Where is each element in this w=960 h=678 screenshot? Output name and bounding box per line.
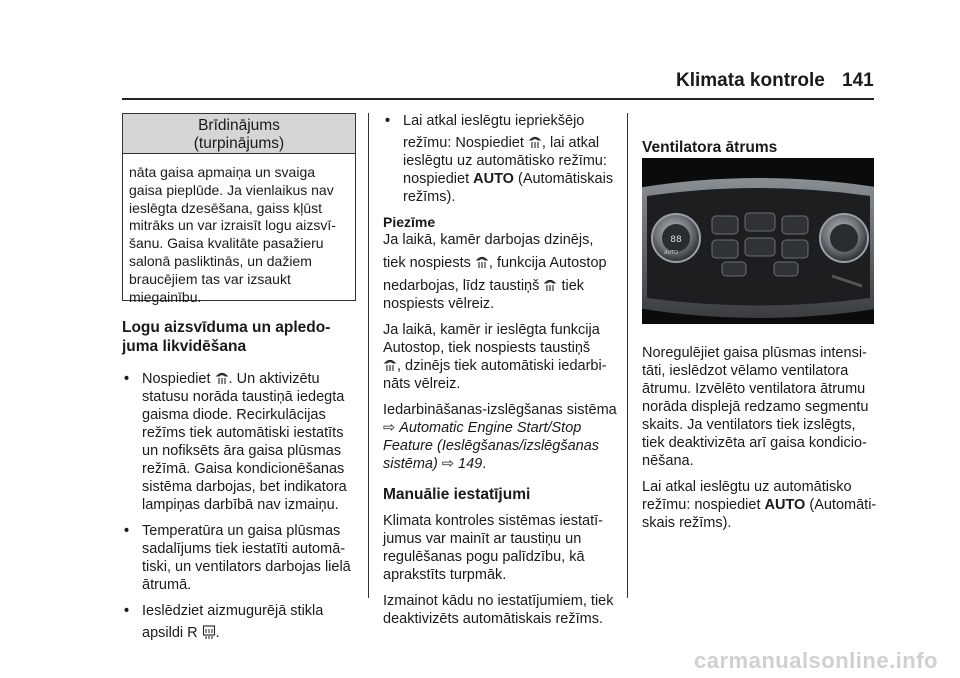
warning-body: [123, 154, 355, 306]
text-line: nospiests vēlreiz.: [383, 296, 495, 312]
warning-line: ieslēgta dzesēšana, gaiss kļūst: [129, 199, 322, 216]
section-heading-manual: Manuālie iestatījumi: [383, 486, 531, 503]
photo-auto-label: AUTO: [664, 250, 679, 256]
cross-reference-link[interactable]: Feature (Ieslēgšanas/izslēgšanas: [383, 438, 600, 454]
column-1: [122, 318, 358, 650]
text: Nospiediet: [142, 371, 211, 387]
defrost-bullet-2: [122, 522, 358, 594]
text-line: režīmā. Gaisa kondicionēšanas: [142, 461, 345, 477]
text-line: tāti, ieslēdzot vēlamo ventilatora: [642, 363, 849, 379]
header-rule: [122, 98, 874, 100]
cross-reference-link[interactable]: Automatic Engine Start/Stop: [399, 420, 582, 436]
auto-label: AUTO: [764, 497, 806, 513]
text-line: lampiņas darbībā nav izmaiņu.: [142, 497, 339, 513]
defrost-icon: [215, 370, 229, 386]
climate-control-photo: [642, 158, 874, 324]
bullet-mark: •: [385, 113, 391, 129]
rear-window-defrost-icon: [202, 624, 216, 640]
warning-line: braucējiem tas var izsaukt: [129, 270, 291, 287]
warning-box: [122, 113, 356, 305]
auto-label: AUTO: [473, 171, 514, 187]
section-heading-defrost: [122, 318, 358, 356]
text: .: [482, 456, 487, 472]
text: tiek: [561, 278, 585, 294]
warning-line: gaisa pieplūde. Ja vienlaikus nav: [129, 181, 334, 198]
text-line: režīms tiek automātiski iestatīts: [142, 425, 344, 441]
text-line: gaisma diode. Recirkulācijas: [142, 407, 326, 423]
text-line: Ja laikā, kamēr darbojas dzinējs,: [383, 232, 594, 248]
defrost-icon: [543, 277, 557, 293]
text: (Automātiskais: [513, 171, 614, 187]
footer-watermark: carmanualsonline.info: [694, 648, 938, 673]
text-line: jumus var mainīt ar taustiņu un: [383, 531, 582, 547]
text: , funkcija Autostop: [488, 255, 607, 271]
text-line: režīms).: [403, 189, 456, 205]
warning-line: šanu. Gaisa kvalitāte pasažieru: [129, 235, 324, 252]
text-line: Lai atkal ieslēgtu iepriekšējo: [403, 113, 585, 129]
text-line: Ieslēdziet aizmugurējā stikla: [142, 603, 324, 619]
restore-bullet: [383, 112, 619, 206]
defrost-icon: [475, 254, 489, 270]
text-line: regulēšanas pogu palīdzību, kā: [383, 549, 585, 565]
text: , dzinējs tiek automātiski iedarbi-: [397, 358, 607, 374]
cross-reference-link[interactable]: sistēma): [383, 456, 438, 472]
text-line: nāts vēlreiz.: [383, 376, 461, 392]
climate-panel-illustration: [642, 158, 874, 324]
note-label: Piezīme: [383, 214, 436, 230]
warning-line: miegainību.: [129, 288, 202, 305]
text-line: ātrumā.: [142, 577, 192, 593]
column-divider-right: [627, 113, 628, 598]
photo-temp-readout: 88: [670, 235, 682, 245]
cross-reference-arrow: ⇨: [441, 456, 454, 472]
heading-line: Logu aizsvīduma un apledo-: [122, 319, 331, 336]
text: (Automāti-: [805, 497, 877, 513]
footer-watermark-bar: [0, 640, 960, 678]
warning-subtitle: (turpinājums): [193, 135, 285, 152]
column-3-text: [642, 344, 878, 532]
text: nedarbojas, līdz taustiņš: [383, 278, 540, 294]
warning-header: [123, 114, 355, 154]
text-line: ieslēgtu uz automātisko režīmu:: [403, 153, 607, 169]
defrost-bullet-1: [122, 370, 358, 514]
text: , lai atkal: [541, 135, 600, 151]
text: . Un aktivizētu: [228, 371, 320, 387]
column-divider-left: [368, 113, 369, 598]
text-line: Klimata kontroles sistēmas iestatī-: [383, 513, 603, 529]
cross-reference-arrow: ⇨: [383, 420, 396, 436]
text: nospiediet: [403, 171, 474, 187]
warning-line: mitrāks un var izraisīt logu aizsvī-: [129, 217, 336, 234]
bullet-mark: •: [124, 603, 130, 619]
heading-line: juma likvidēšana: [122, 338, 247, 355]
text-line: Noregulējiet gaisa plūsmas intensi-: [642, 345, 867, 361]
text-line: sadalījums tiek iestatīti automā-: [142, 541, 346, 557]
bullet-mark: •: [124, 371, 130, 387]
text-line: tiek deaktivizēta arī gaisa kondicio-: [642, 435, 867, 451]
text-line: Izmainot kādu no iestatījumiem, tiek: [383, 593, 614, 609]
text-line: Autostop, tiek nospiests taustiņš: [383, 340, 591, 356]
warning-line: nāta gaisa apmaiņa un svaiga: [129, 164, 316, 180]
text-line: sistēma darbojas, bet indikatora: [142, 479, 347, 495]
page-number: 141: [842, 70, 874, 91]
text-line: tiski, un ventilators darbojas lielā: [142, 559, 351, 575]
section-heading-fan-speed: Ventilatora ātrums: [642, 139, 778, 156]
text-line: statusu norāda taustiņā iedegta: [142, 389, 345, 405]
bullet-mark: •: [124, 523, 130, 539]
text-line: deaktivizēts automātiskais režīms.: [383, 611, 603, 627]
page-reference[interactable]: 149: [458, 456, 483, 472]
column-2: [383, 112, 619, 628]
text-line: un nofiksēts āra gaisa plūsmas: [142, 443, 342, 459]
text-line: Lai atkal ieslēgtu uz automātisko: [642, 479, 852, 495]
page-header-title: Klimata kontrole: [676, 70, 825, 91]
warning-line: salonā pasliktinās, un dažiem: [129, 252, 312, 269]
defrost-icon: [528, 134, 542, 150]
text-line: ātrumu. Izvēlēto ventilatora ātrumu: [642, 381, 866, 397]
defrost-bullet-3: [122, 602, 358, 642]
text: apsildi R: [142, 625, 198, 641]
text-line: Iedarbināšanas-izslēgšanas sistēma: [383, 402, 617, 418]
text-line: nēšana.: [642, 453, 694, 469]
text: režīmu: Nospiediet: [403, 135, 524, 151]
text: režīmu: nospiediet: [642, 497, 765, 513]
text-line: norāda displejā redzamo segmentu: [642, 399, 869, 415]
text-line: skaits. Ja ventilators tiek izslēgts,: [642, 417, 856, 433]
text-line: skais režīms).: [642, 515, 732, 531]
defrost-icon: [383, 357, 397, 373]
text-line: Temperatūra un gaisa plūsmas: [142, 523, 341, 539]
text: tiek nospiests: [383, 255, 471, 271]
warning-title: Brīdinājums: [198, 117, 280, 134]
text-line: aprakstīts turpmāk.: [383, 567, 507, 583]
text-line: Ja laikā, kamēr ir ieslēgta funkcija: [383, 322, 600, 338]
text: .: [215, 625, 220, 641]
